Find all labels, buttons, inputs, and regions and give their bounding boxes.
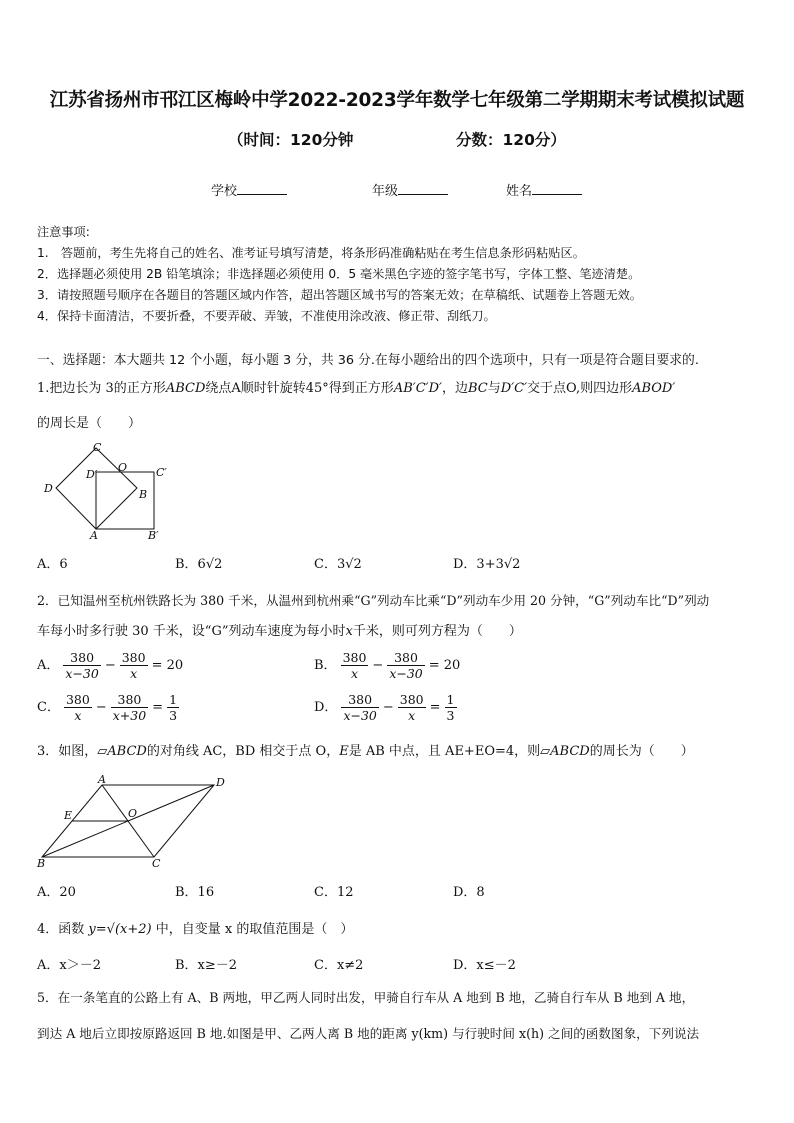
fraction: $\frac{380}{x+30}$ bbox=[112, 692, 147, 723]
q1-var: BC bbox=[468, 381, 488, 396]
q4-option-b[interactable]: B．x≥－2 bbox=[175, 958, 238, 973]
notice-item: 1. 答题前，考生先将自己的姓名、准考证号填写清楚，将条形码准确粘贴在考生信息条形码粘贴区。 bbox=[37, 246, 585, 260]
question-2-stem: 2．已知温州至杭州铁路长为 380 千米，从温州到杭州乘“G”列动车比乘“D”列动车少用 20 分钟，“G”列动车比“D”列动 bbox=[37, 593, 710, 608]
q4-option-a[interactable]: A．x＞－2 bbox=[37, 958, 101, 973]
question-3-stem bbox=[37, 744, 694, 760]
q4-text: 4．函数 bbox=[37, 922, 85, 937]
q3-option-a[interactable]: A．20 bbox=[37, 885, 76, 900]
q1-label-c-prime: C′ bbox=[156, 466, 167, 479]
q1-option-a[interactable]: A．6 bbox=[37, 557, 68, 572]
q3-figure bbox=[34, 772, 234, 872]
operator: − bbox=[372, 657, 384, 673]
name-blank bbox=[532, 182, 582, 195]
q2-option-c[interactable] bbox=[37, 692, 179, 723]
operator: − bbox=[95, 699, 107, 715]
operator: − bbox=[382, 699, 394, 715]
q1-label-d-prime: D′ bbox=[86, 468, 98, 481]
q2-option-d[interactable] bbox=[314, 692, 457, 723]
fraction: $\frac{380}{x-30}$ bbox=[389, 650, 423, 681]
q1-figure bbox=[40, 440, 170, 540]
q1-label-d: D bbox=[44, 482, 53, 495]
question-5-stem: 5．在一条笔直的公路上有 A、B 两地，甲乙两人同时出发，甲骑自行车从 A 地到 B 地，乙骑自行车从 B 地到 A 地， bbox=[37, 990, 695, 1005]
q1-var: D′C′ bbox=[500, 381, 528, 396]
notice-title: 注意事项: bbox=[37, 225, 90, 239]
q4-text: 中，自变量 x 的取值范围是（ ） bbox=[155, 922, 354, 937]
q3-var: E bbox=[339, 744, 349, 759]
fraction: $\frac{380}{x}$ bbox=[65, 692, 90, 723]
q3-label-d: D bbox=[216, 776, 225, 789]
q3-label-b: B bbox=[37, 857, 46, 870]
q1-text: ，边 bbox=[441, 381, 468, 396]
q1-var: ABOD′ bbox=[632, 381, 676, 396]
school-field bbox=[211, 180, 287, 199]
q1-label-a-prime: A bbox=[90, 529, 98, 540]
q3-option-b[interactable]: B．16 bbox=[175, 885, 215, 900]
school-blank bbox=[237, 182, 287, 195]
q2-var: x bbox=[345, 624, 353, 639]
q3-option-c[interactable]: C．12 bbox=[314, 885, 354, 900]
fraction: $\frac{380}{x}$ bbox=[121, 650, 146, 681]
q4-option-d[interactable]: D．x≤－2 bbox=[453, 958, 516, 973]
q1-label-c: C bbox=[93, 441, 102, 454]
q2-option-b[interactable] bbox=[314, 650, 460, 681]
q1-text: 与 bbox=[487, 381, 501, 396]
q2-text: 车每小时多行驶 30 千米，设“G”列动车速度为每小时 bbox=[37, 624, 346, 639]
q3-label-e: E bbox=[64, 809, 73, 822]
operator: − bbox=[104, 657, 116, 673]
rhs: = 20 bbox=[428, 657, 461, 673]
q3-label-c: C bbox=[152, 857, 161, 870]
q1-label-o: O bbox=[118, 461, 128, 474]
rhs: = 20 bbox=[151, 657, 184, 673]
question-1-stem-line2: 的周长是（ ） bbox=[37, 416, 142, 431]
notice-item: 3．请按照题号顺序在各题目的答题区域内作答，超出答题区域书写的答案无效；在草稿纸、试题卷上答题无效。 bbox=[37, 288, 642, 302]
fraction: $\frac{380}{x-30}$ bbox=[343, 692, 377, 723]
question-2-stem-line2 bbox=[37, 624, 522, 640]
grade-field bbox=[372, 180, 448, 199]
grade-blank bbox=[398, 182, 448, 195]
q2-option-a[interactable] bbox=[37, 650, 183, 681]
q3-text: 的周长为（ ） bbox=[589, 744, 694, 759]
q3-text: 3．如图， bbox=[37, 744, 98, 759]
exam-time: （时间：120分钟 bbox=[228, 131, 354, 149]
q4-function: y=√(x+2) bbox=[88, 922, 152, 937]
q3-text: 是 AB 中点，且 AE+EO=4，则 bbox=[348, 744, 541, 759]
question-5-stem-line2: 到达 A 地后立即按原路返回 B 地.如图是甲、乙两人离 B 地的距离 y(km) 与行驶时间 x(h) 之间的函数图象，下列说法 bbox=[37, 1026, 700, 1041]
question-4-stem bbox=[37, 922, 353, 938]
exam-score: 分数：120分） bbox=[456, 131, 566, 149]
fraction: $\frac{1}{3}$ bbox=[169, 692, 178, 723]
q3-var: ▱ABCD bbox=[97, 744, 147, 759]
q3-text: 的对角线 AC，BD 相交于点 O， bbox=[146, 744, 340, 759]
grade-label: 年级 bbox=[372, 184, 399, 199]
option-label: A． bbox=[37, 657, 60, 673]
q2-text: 千米，则可列方程为（ ） bbox=[352, 624, 522, 639]
q1-option-b[interactable]: B．6√2 bbox=[175, 557, 223, 572]
q1-option-d[interactable]: D．3+3√2 bbox=[453, 557, 521, 572]
operator: = bbox=[429, 699, 441, 715]
q1-text: 交于点O,则四边形 bbox=[527, 381, 633, 396]
q1-label-b-prime: B′ bbox=[148, 529, 159, 540]
notice-item: 4．保持卡面清洁，不要折叠，不要弄破、弄皱，不准使用涂改液、修正带、刮纸刀。 bbox=[37, 309, 496, 323]
q3-var: ▱ABCD bbox=[540, 744, 590, 759]
q1-var: ABCD bbox=[165, 381, 206, 396]
option-label: C． bbox=[37, 699, 60, 715]
operator: = bbox=[152, 699, 164, 715]
exam-title: 江苏省扬州市邗江区梅岭中学2022-2023学年数学七年级第二学期期末考试模拟试题 bbox=[49, 90, 745, 111]
q1-text: 绕点A顺时针旋转45°得到正方形 bbox=[205, 381, 394, 396]
section-heading: 一、选择题：本大题共 12 个小题，每小题 3 分，共 36 分.在每小题给出的四个选项中，只有一项是符合题目要求的. bbox=[37, 353, 699, 368]
q3-option-d[interactable]: D．8 bbox=[453, 885, 485, 900]
q1-var: AB′C′D′ bbox=[393, 381, 442, 396]
q3-label-o: O bbox=[128, 807, 138, 820]
notice-item: 2．选择题必须使用 2B 铅笔填涂；非选择题必须使用 0．5 毫米黑色字迹的签字笔书写，字体工整、笔迹清楚。 bbox=[37, 267, 641, 281]
fraction: $\frac{1}{3}$ bbox=[446, 692, 455, 723]
question-1-stem bbox=[37, 381, 675, 397]
q3-label-a: A bbox=[98, 773, 106, 786]
school-label: 学校 bbox=[211, 184, 238, 199]
fraction: $\frac{380}{x}$ bbox=[399, 692, 424, 723]
name-field bbox=[506, 180, 582, 199]
q4-option-c[interactable]: C．x≠2 bbox=[314, 958, 364, 973]
q1-label-b: B bbox=[139, 488, 148, 501]
q1-text: 1.把边长为 3的正方形 bbox=[37, 381, 166, 396]
fraction: $\frac{380}{x-30}$ bbox=[65, 650, 99, 681]
q1-option-c[interactable]: C．3√2 bbox=[314, 557, 362, 572]
option-label: D． bbox=[314, 699, 338, 715]
option-label: B． bbox=[314, 657, 337, 673]
fraction: $\frac{380}{x}$ bbox=[342, 650, 367, 681]
name-label: 姓名 bbox=[506, 184, 533, 199]
